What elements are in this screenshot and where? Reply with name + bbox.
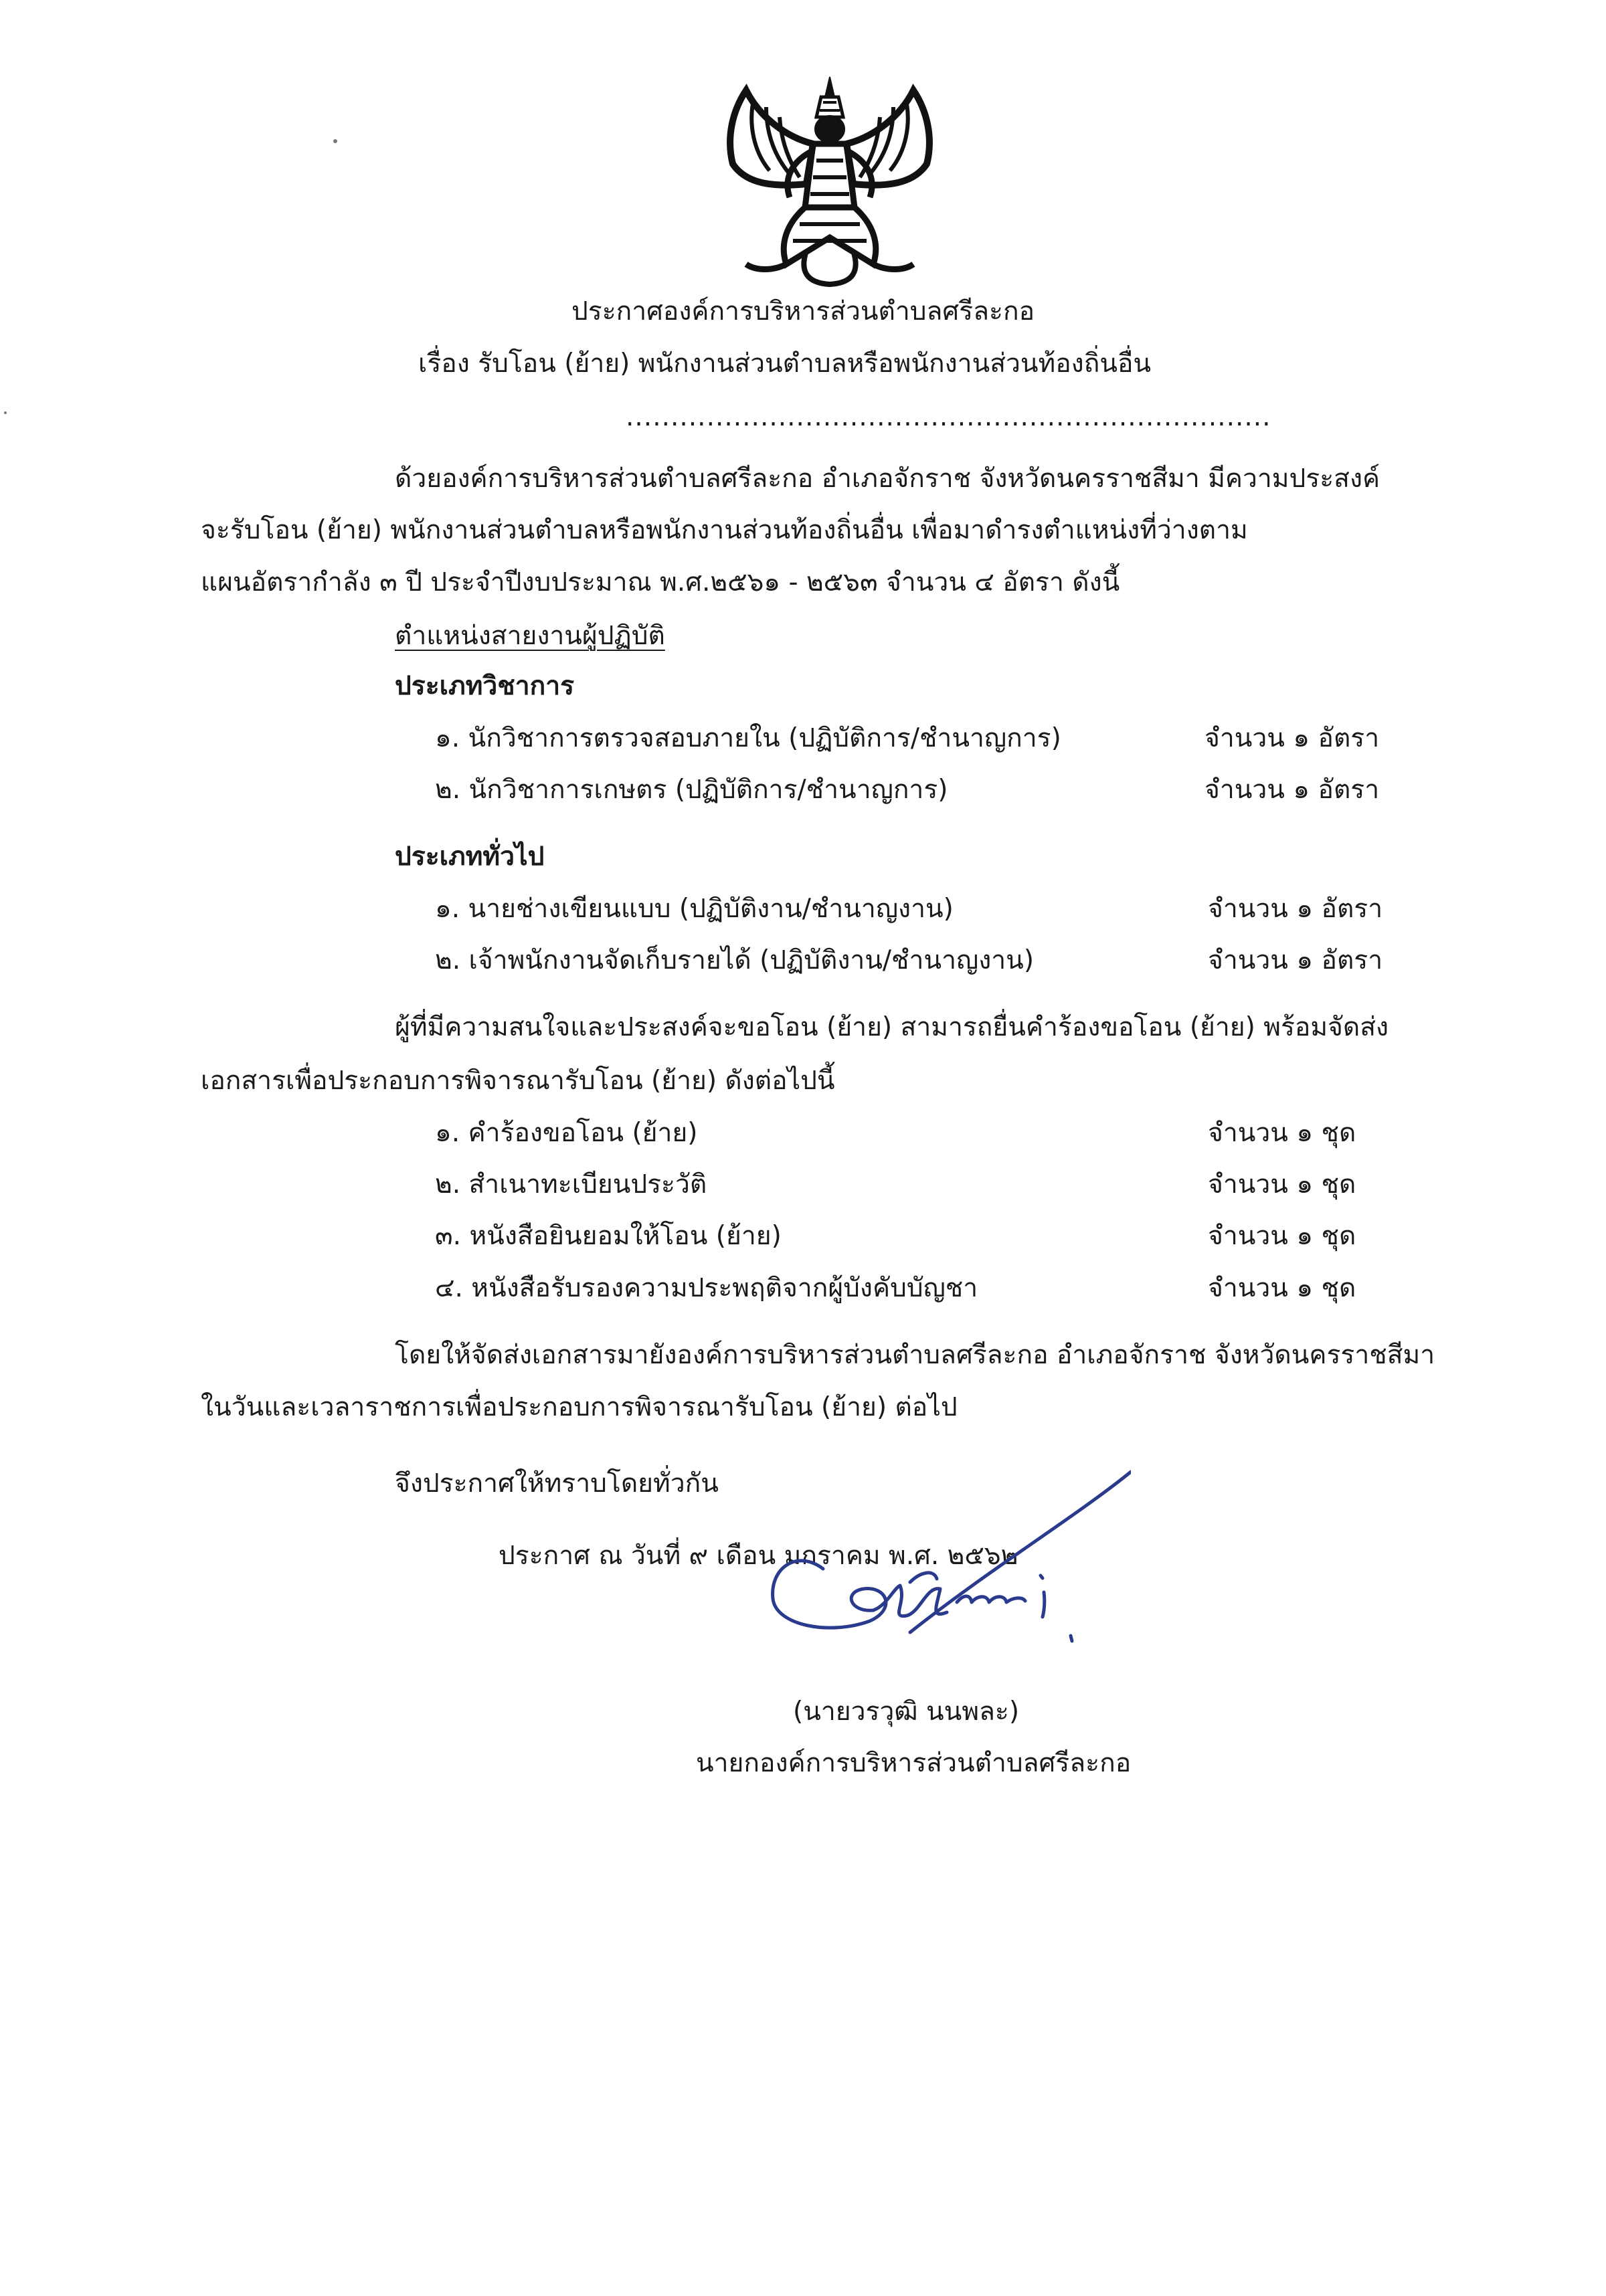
document-item-1-name: ๑. คำร้องขอโอน (ย้าย) [435,1118,698,1148]
documents-line-2: เอกสารเพื่อประกอบการพิจารณารับโอน (ย้าย) ดังต่อไปนี้ [201,1066,835,1096]
signatory-title: นายกองค์การบริหารส่วนตำบลศรีละกอ [696,1748,1132,1778]
general-item-1-qty: จำนวน ๑ อัตรา [1208,894,1383,924]
documents-line-1: ผู้ที่มีความสนใจและประสงค์จะขอโอน (ย้าย) สามารถยื่นคำร้องขอโอน (ย้าย) พร้อมจัดส่ง [395,1012,1389,1042]
positions-heading: ตำแหน่งสายงานผู้ปฏิบัติ [395,621,665,651]
general-item-1-name: ๑. นายช่างเขียนแบบ (ปฏิบัติงาน/ชำนาญงาน) [435,894,954,924]
document-item-4-name: ๔. หนังสือรับรองความประพฤติจากผู้บังคับบัญชา [435,1273,978,1303]
document-item-3-name: ๓. หนังสือยินยอมให้โอน (ย้าย) [435,1221,782,1251]
garuda-emblem-icon [706,70,954,291]
general-item-2-name: ๒. เจ้าพนักงานจัดเก็บรายได้ (ปฏิบัติงาน/ชำนาญงาน) [435,945,1035,975]
academic-item-2-name: ๒. นักวิชาการเกษตร (ปฏิบัติการ/ชำนาญการ) [435,775,948,805]
closing-announce: จึงประกาศให้ทราบโดยทั่วกัน [395,1468,719,1499]
general-item-2-qty: จำนวน ๑ อัตรา [1208,945,1383,975]
academic-item-1-qty: จำนวน ๑ อัตรา [1204,723,1380,753]
document-item-1-qty: จำนวน ๑ ชุด [1208,1118,1356,1148]
document-item-2-name: ๒. สำเนาทะเบียนประวัติ [435,1169,707,1200]
document-item-3-qty: จำนวน ๑ ชุด [1208,1221,1356,1251]
signature-icon [756,1468,1131,1683]
intro-line-2: จะรับโอน (ย้าย) พนักงานส่วนตำบลหรือพนักงานส่วนท้องถิ่นอื่น เพื่อมาดำรงตำแหน่งที่ว่างตาม [201,515,1248,545]
academic-item-1-name: ๑. นักวิชาการตรวจสอบภายใน (ปฏิบัติการ/ชำนาญการ) [435,723,1061,753]
scan-speck [333,139,337,143]
scan-speck [4,411,7,414]
document-item-4-qty: จำนวน ๑ ชุด [1208,1273,1356,1303]
announcement-date: ประกาศ ณ วันที่ ๙ เดือน มกราคม พ.ศ. ๒๕๖๒ [499,1541,1018,1571]
general-category-label: ประเภททั่วไป [395,842,545,872]
submission-line-1: โดยให้จัดส่งเอกสารมายังองค์การบริหารส่วนตำบลศรีละกอ อำเภอจักราช จังหวัดนครราชสีมา [395,1340,1435,1370]
intro-line-1: ด้วยองค์การบริหารส่วนตำบลศรีละกอ อำเภอจักราช จังหวัดนครราชสีมา มีความประสงค์ [395,464,1380,494]
signatory-name: (นายวรวุฒิ นนพละ) [793,1697,1020,1727]
academic-item-2-qty: จำนวน ๑ อัตรา [1204,775,1380,805]
submission-line-2: ในวันและเวลาราชการเพื่อประกอบการพิจารณารับโอน (ย้าย) ต่อไป [201,1392,958,1422]
header-separator: ........................................................................ [626,402,1271,432]
academic-category-label: ประเภทวิชาการ [395,671,575,701]
announcement-subject: เรื่อง รับโอน (ย้าย) พนักงานส่วนตำบลหรือพนักงานส่วนท้องถิ่นอื่น [418,349,1152,379]
document-item-2-qty: จำนวน ๑ ชุด [1208,1169,1356,1200]
announcement-title: ประกาศองค์การบริหารส่วนตำบลศรีละกอ [571,296,1035,326]
intro-line-3: แผนอัตรากำลัง ๓ ปี ประจำปีงบประมาณ พ.ศ.๒๕๖๑ - ๒๕๖๓ จำนวน ๔ อัตรา ดังนี้ [201,567,1120,597]
